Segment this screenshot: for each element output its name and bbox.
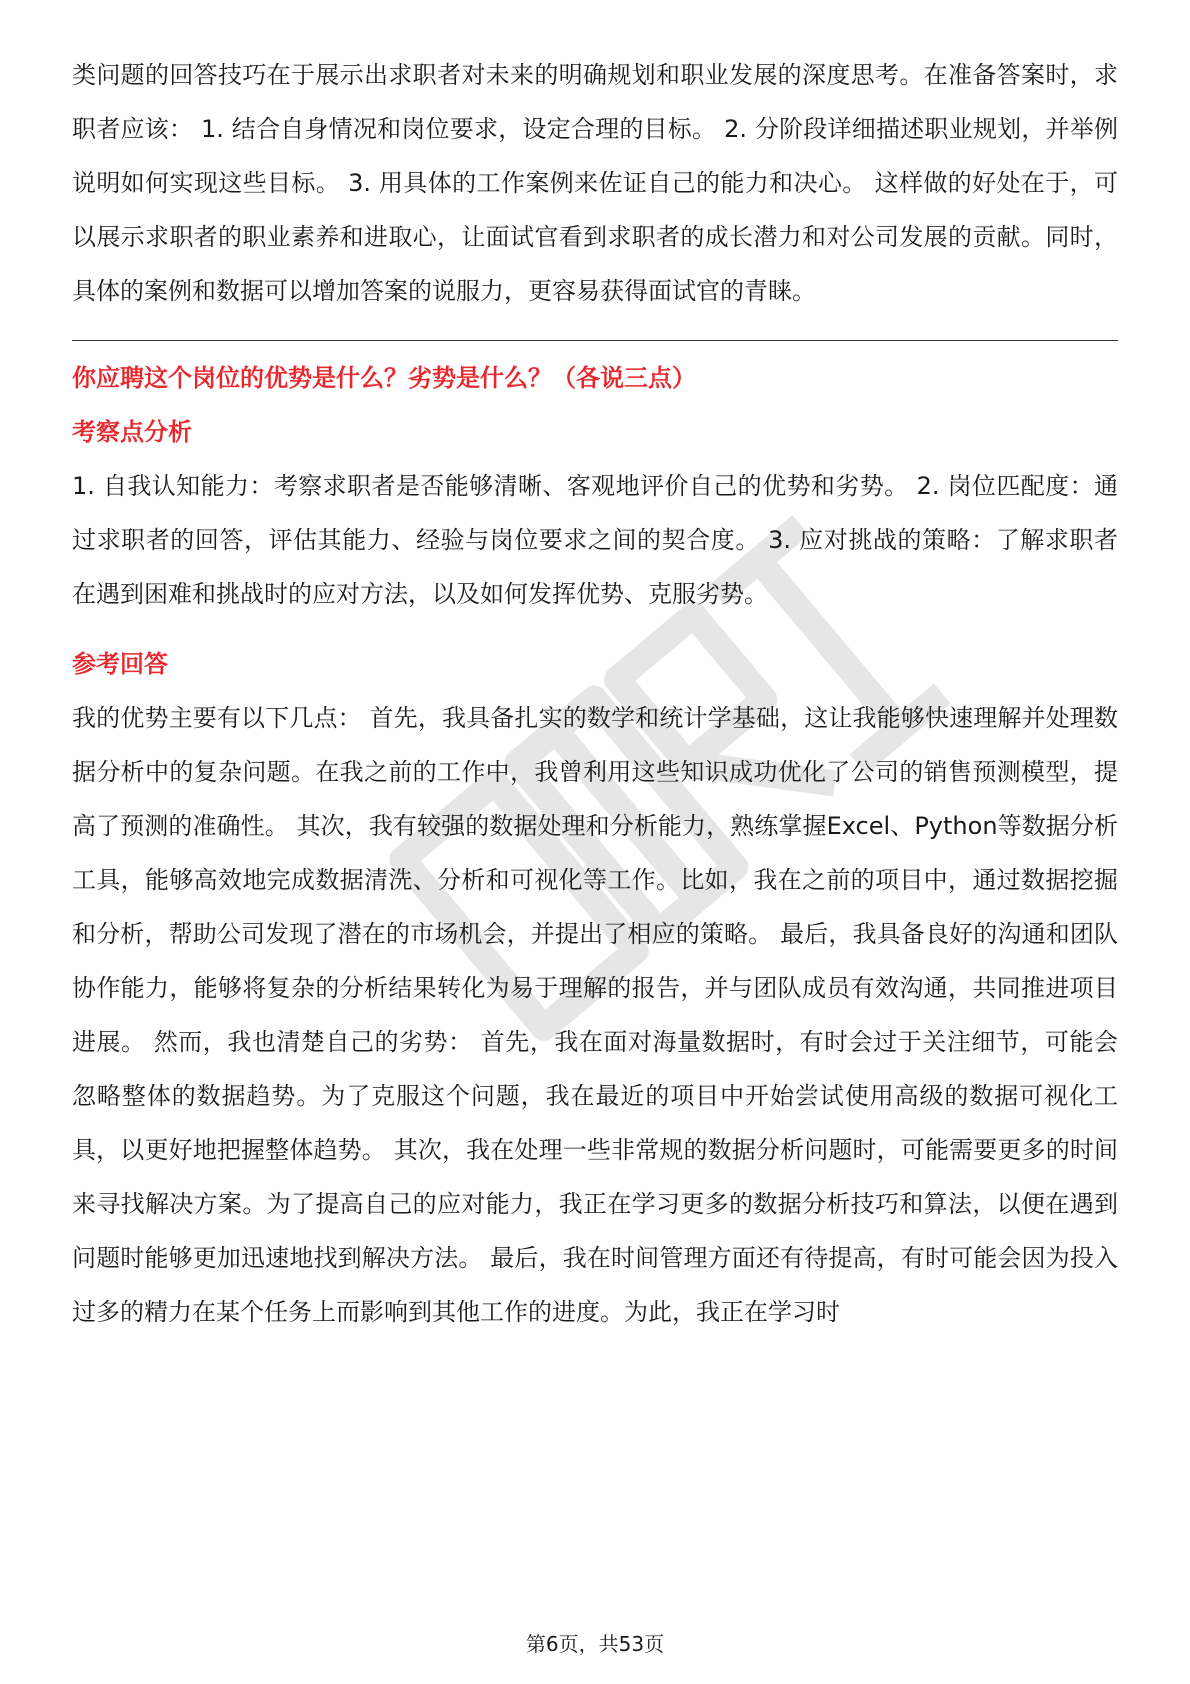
answer-text: 我的优势主要有以下几点： 首先，我具备扎实的数学和统计学基础，这让我能够快速理解并处理数据分析中的复杂问题。在我之前的工作中，我曾利用这些知识成功优化了公司的销售预测模型，提高了预测的准确性。 其次，我有较强的数据处理和分析能力，熟练掌握Excel、Python等数据分析工具，能够高效地完成数据清洗、分析和可视化等工作。比如，我在之前的项目中，通过数据挖掘和分析，帮助公司发现了潜在的市场机会，并提出了相应的策略。 最后，我具备良好的沟通和团队协作能力，能够将复杂的分析结果转化为易于理解的报告，并与团队成员有效沟通，共同推进项目进展。 然而，我也清楚自己的劣势： 首先，我在面对海量数据时，有时会过于关注细节，可能会忽略整体的数据趋势。为了克服这个问题，我在最近的项目中开始尝试使用高级的数据可视化工具，以更好地把握整体趋势。 其次，我在处理一些非常规的数据分析问题时，可能需要更多的时间来寻找解决方案。为了提高自己的应对能力，我正在学习更多的数据分析技巧和算法，以便在遇到问题时能够更加迅速地找到解决方法。 最后，我在时间管理方面还有待提高，有时可能会因为投入过多的精力在某个任务上而影响到其他工作的进度。为此，我正在学习时 [72,704,1118,1326]
page-footer: 第6页，共53页 [525,1632,665,1656]
analysis-heading: 考察点分析 [72,418,192,446]
page-content [72,48,1118,1339]
analysis-text: 1. 自我认知能力：考察求职者是否能够清晰、客观地评价自己的优势和劣势。 2. 岗位匹配度：通过求职者的回答，评估其能力、经验与岗位要求之间的契合度。 3. 应对挑战的策略：了解求职者在遇到困难和挑战时的应对方法，以及如何发挥优势、克服劣势。 [72,472,1118,608]
answer-heading: 参考回答 [72,650,168,678]
section-gap [72,621,1118,637]
intro-paragraph: 类问题的回答技巧在于展示出求职者对未来的明确规划和职业发展的深度思考。在准备答案时，求职者应该： 1. 结合自身情况和岗位要求，设定合理的目标。 2. 分阶段详细描述职业规划，并举例说明如何实现这些目标。 3. 用具体的工作案例来佐证自己的能力和决心。 这样做的好处在于，可以展示求职者的职业素养和进取心，让面试官看到求职者的成长潜力和对公司发展的贡献。同时，具体的案例和数据可以增加答案的说服力，更容易获得面试官的青睐。 [72,61,1118,305]
section-divider [72,340,1118,341]
question-title: 你应聘这个岗位的优势是什么？劣势是什么？（各说三点） [72,364,696,392]
